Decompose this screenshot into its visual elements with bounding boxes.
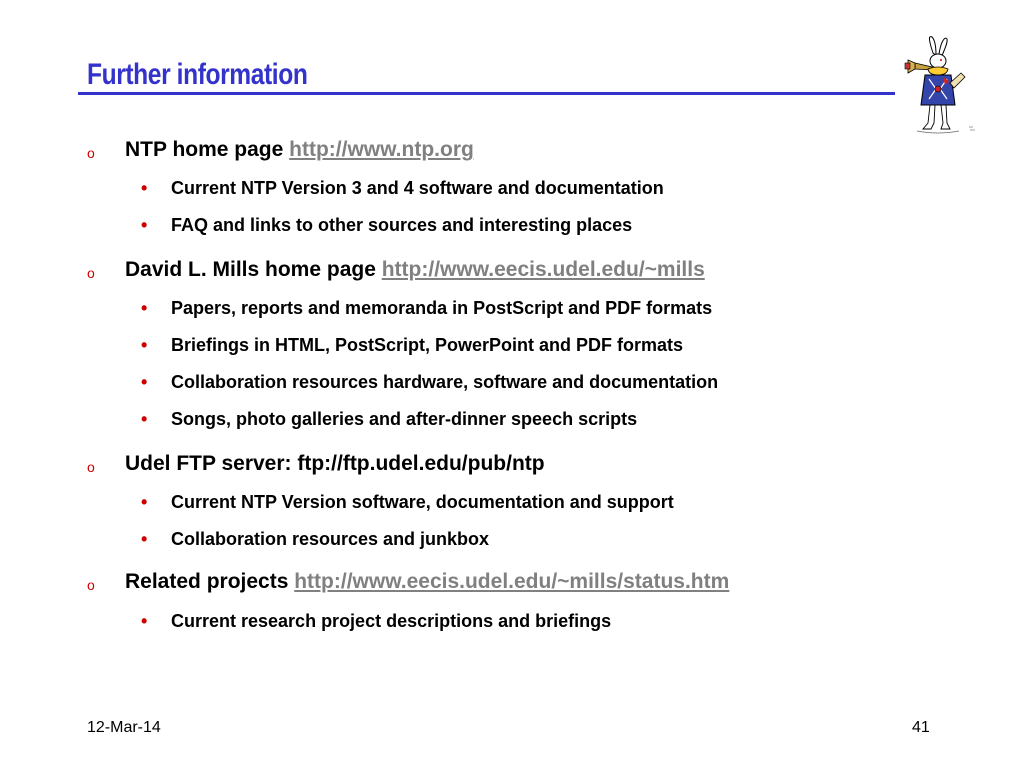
sub-bullet-text: Current NTP Version 3 and 4 software and documentation [171,178,664,198]
sub-bullet-text: FAQ and links to other sources and interesting places [171,215,633,235]
bullet-text: Related projects [125,570,289,593]
bullet-udel-ftp [87,452,545,476]
bullet-text: David L. Mills home page [125,258,376,281]
sub-bullet-text: Briefings in HTML, PostScript, PowerPoint and PDF formats [171,335,684,355]
sub-bullet-text: Collaboration resources hardware, software and documentation [171,372,719,392]
level2-bullet-marker: • [141,335,148,355]
level1-bullet-marker: o [87,145,95,161]
level2-bullet-marker: • [141,409,148,429]
sub-bullet [141,611,612,632]
bullet-ntp-home [87,138,474,162]
page-number: 41 [912,719,930,736]
sub-bullet [141,335,684,356]
level2-bullet-marker: • [141,492,148,512]
sub-bullet [141,409,638,430]
sub-bullet [141,372,719,393]
sub-bullet-text: Current research project descriptions and briefings [171,611,612,631]
level2-bullet-marker: • [141,215,148,235]
slide-title: Further information [87,58,308,91]
level2-bullet-marker: • [141,298,148,318]
sub-bullet [141,215,633,236]
sub-bullet [141,298,713,319]
sub-bullet [141,492,674,513]
level2-bullet-marker: • [141,611,148,631]
bullet-text: NTP home page [125,138,284,161]
bullet-related-projects [87,570,730,594]
level2-bullet-marker: • [141,372,148,392]
sub-bullet [141,529,490,550]
sub-bullet-text: Papers, reports and memoranda in PostScript and PDF formats [171,298,713,318]
level2-bullet-marker: • [141,178,148,198]
sub-bullet-text: Collaboration resources and junkbox [171,529,490,549]
ntp-home-link[interactable]: http://www.ntp.org [289,138,474,161]
footer-date: 12-Mar-14 [87,719,161,736]
level1-bullet-marker: o [87,265,95,281]
sub-bullet-text: Songs, photo galleries and after-dinner speech scripts [171,409,638,429]
mills-home-link[interactable]: http://www.eecis.udel.edu/~mills [381,258,705,281]
status-page-link[interactable]: http://www.eecis.udel.edu/~mills/status.htm [294,570,730,593]
level2-bullet-marker: • [141,529,148,549]
sub-bullet [141,178,664,199]
level1-bullet-marker: o [87,577,95,593]
sub-bullet-text: Current NTP Version software, documentation and support [171,492,674,512]
level1-bullet-marker: o [87,459,95,475]
bullet-text: Udel FTP server: ftp://ftp.udel.edu/pub/ntp [125,452,545,475]
bullet-mills-home [87,258,705,282]
